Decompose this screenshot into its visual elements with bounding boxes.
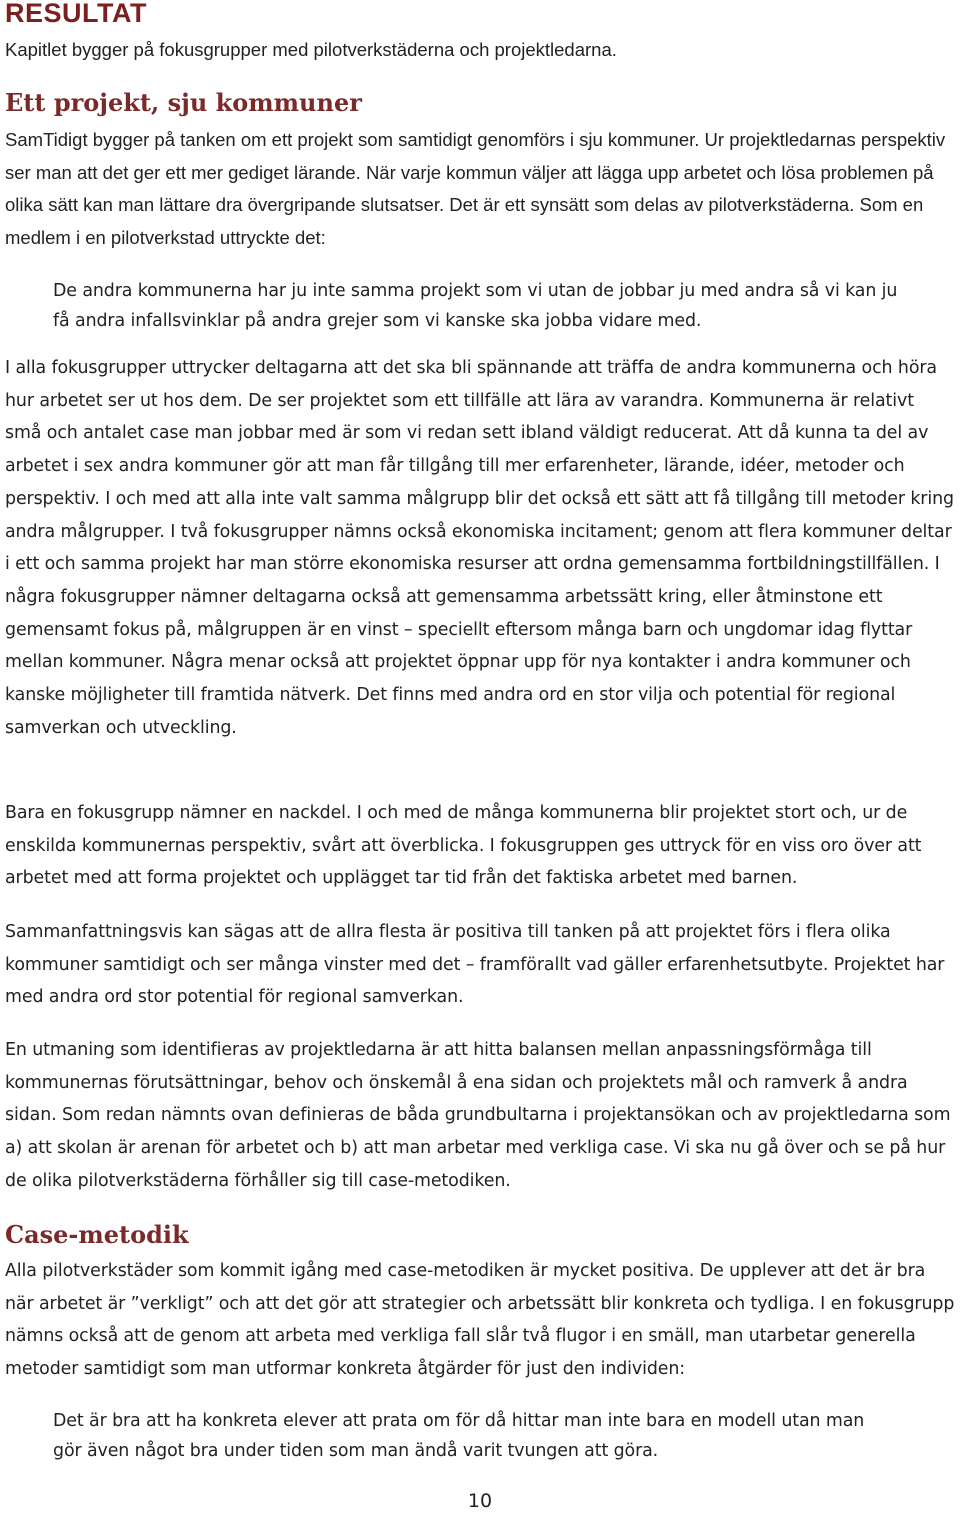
paragraph-case-metodik: Alla pilotverkstäder som kommit igång med case-metodiken är mycket positiva. De upplever att det är bra när arbetet är ”verkligt” och att det gör att strategier och arbetssätt blir konkreta och tydliga. I en fokusgrupp nämns också att de genom att arbeta med verkliga fall slår två flugor i en smäll, man utarbetar generella metoder samtidigt som man utformar konkreta åtgärder för just den individen: [5, 1261, 955, 1380]
section-heading-project: Ett projekt, sju kommuner [5, 88, 362, 117]
paragraph-fokusgrupper: I alla fokusgrupper uttrycker deltagarna att det ska bli spännande att träffa de andra kommunerna och höra hur arbetet ser ut hos dem. De ser projektet som ett tillfälle att lära av varandra. Kommunerna är relativt små och antalet case man jobbar med är som vi redan sett ibland väldigt reducerat. Att då kunna ta del av arbetet i sex andra kommuner gör att man får tillgång till mer erfarenheter, lärande, idéer, metoder och perspektiv. I och med att alla inte valt samma målgrupp blir det också ett sätt att få tillgång till metoder kring andra målgrupper. I två fokusgrupper nämns också ekonomiska incitament; genom att flera kommuner deltar i ett och samma projekt har man större ekonomiska resurser att ordna gemensamma fortbildningstillfällen. I några fokusgrupper nämner deltagarna också att gemensamma arbetssätt kring, eller åtminstone ett gemensamt fokus på, målgruppen är en vinst – speciellt eftersom många barn och ungdomar idag flyttar mellan kommuner. Några menar också att projektet öppnar upp för nya kontakter i andra kommuner och kanske möjligheter till framtida nätverk. Det finns med andra ord en stor vilja och potential för regional samverkan och utveckling. [5, 358, 954, 738]
page-number: 10 [467, 1490, 493, 1512]
section-heading-case: Case-metodik [5, 1220, 189, 1249]
paragraph-nackdel: Bara en fokusgrupp nämner en nackdel. I och med de många kommunerna blir projektet stort och, ur de enskilda kommunernas perspektiv, svårt att överblicka. I fokusgruppen ges uttryck för en viss oro över att arbetet med att forma projektet och upplägget tar tid från det faktiska arbetet med barnen. [5, 803, 922, 889]
paragraph-utmaning: En utmaning som identifieras av projektledarna är att hitta balansen mellan anpassningsförmåga till kommunernas förutsättningar, behov och önskemål å ena sidan och projektets mål och ramverk å andra sidan. Som redan nämnts ovan definieras de båda grundbultarna i projektansökan och av projektledarna som a) att skolan är arenan för arbetet och b) att man arbetar med verkliga case. Vi ska nu gå över och se på hur de olika pilotverkstäderna förhåller sig till case-metodiken. [5, 1040, 951, 1191]
quote-pilotverkstad: De andra kommunerna har ju inte samma projekt som vi utan de jobbar ju med andra så vi kan ju få andra infallsvinklar på andra grejer som vi kanske ska jobba vidare med. [53, 281, 898, 331]
paragraph-project-intro: SamTidigt bygger på tanken om ett projekt som samtidigt genomförs i sju kommuner. Ur projektledarnas perspektiv ser man att det ger ett mer gediget lärande. När varje kommun väljer att lägga upp arbetet och lösa problemen på olika sätt kan man lättare dra övergripande slutsatser. Det är ett synsätt som delas av pilotverkstäderna. Som en medlem i en pilotverkstad uttryckte det: [5, 129, 946, 249]
chapter-heading: RESULTAT [5, 0, 147, 28]
quote-konkreta-elever: Det är bra att ha konkreta elever att prata om för då hittar man inte bara en modell utan man gör även något bra under tiden som man ändå varit tvungen att göra. [53, 1411, 865, 1461]
intro-paragraph: Kapitlet bygger på fokusgrupper med pilotverkstäderna och projektledarna. [5, 39, 617, 60]
paragraph-sammanfattning: Sammanfattningsvis kan sägas att de allra flesta är positiva till tanken på att projektet förs i flera olika kommuner samtidigt och ser många vinster med det – framförallt vad gäller erfarenhetsutbyte. Projektet har med andra ord stor potential för regional samverkan. [5, 922, 945, 1008]
